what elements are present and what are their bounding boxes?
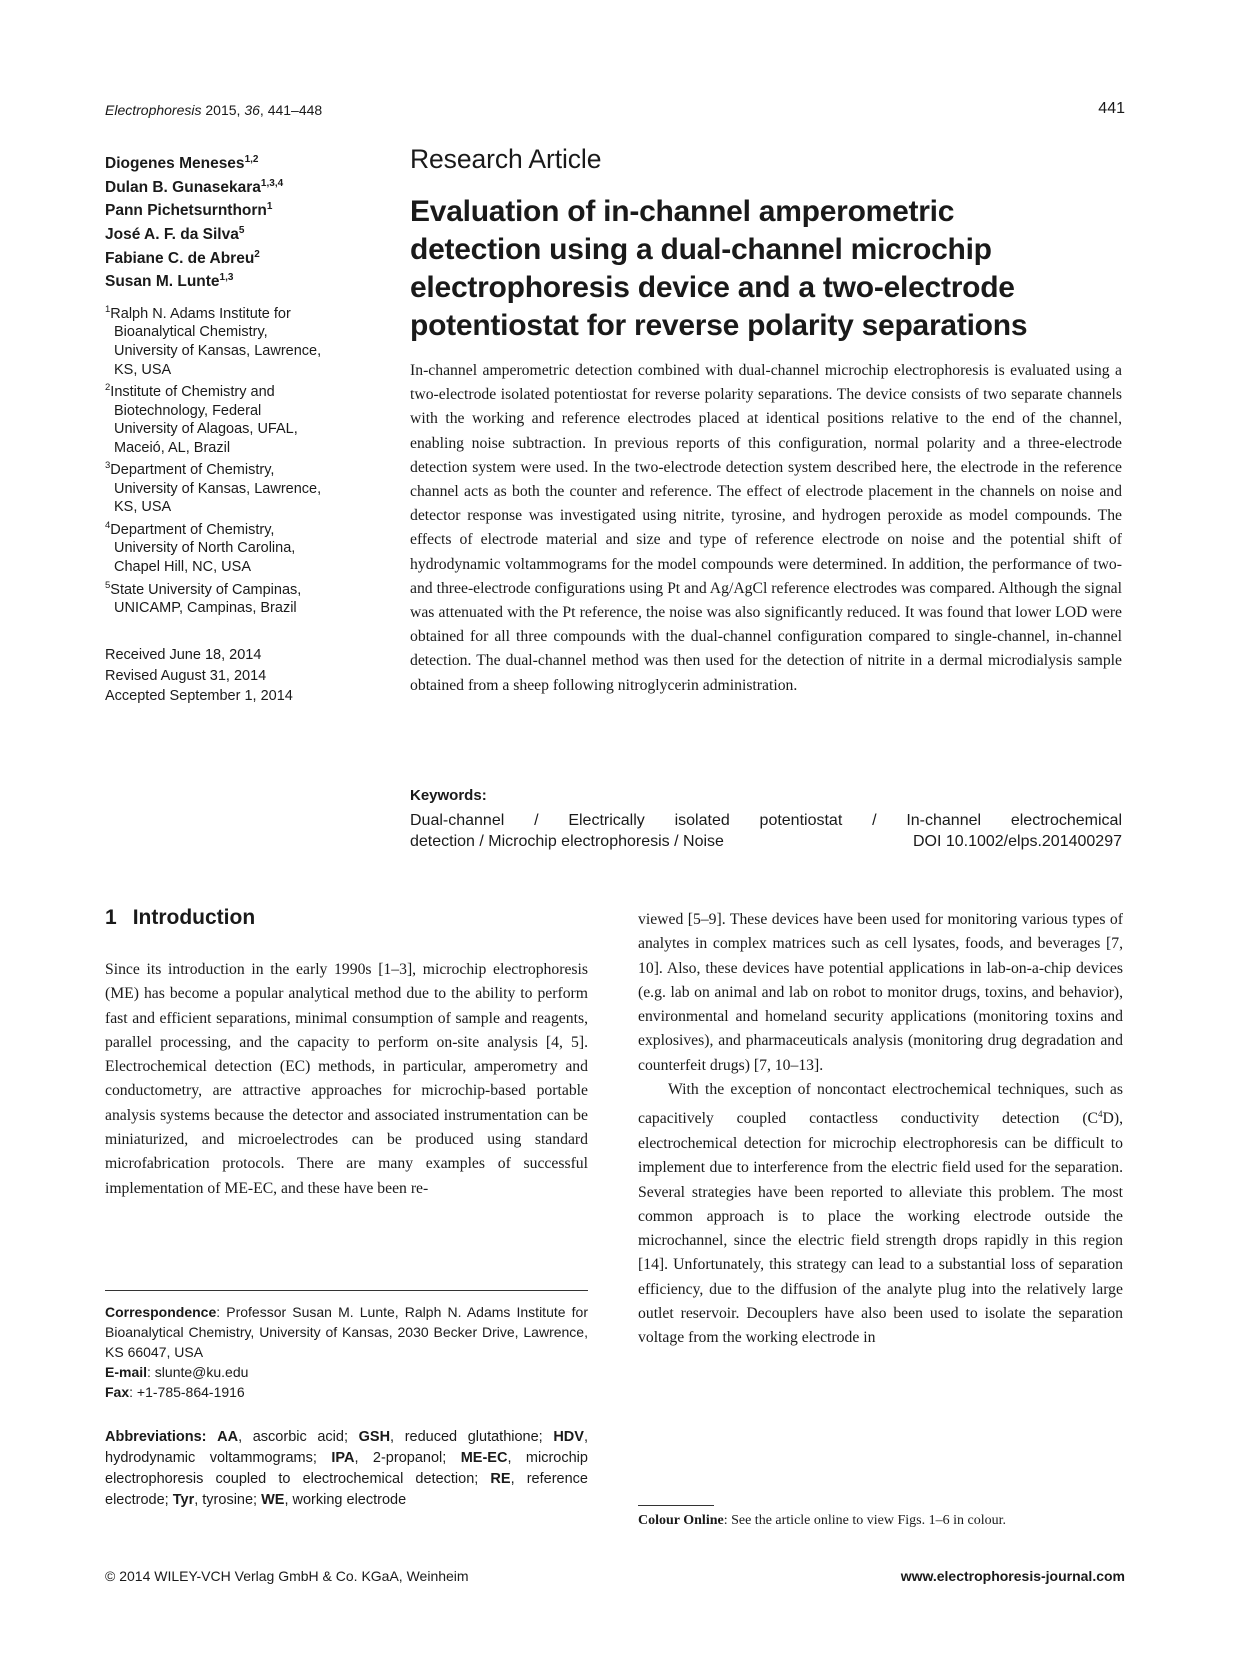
journal-year: 2015 [205,102,237,118]
affiliation-list [105,301,395,618]
affiliation: $^1$Ralph N. Adams Institute for Bioanalytical Chemistry, University of Kansas, Lawrence, KS, USA [105,304,322,378]
intro-paragraph: With the exception of noncontact electrochemical techniques, such as capacitively coupled contactless conductivity detection $(C^4D)$, electrochemical detection for microchip electrophoresis can be difficult to implement due to interference from the electric field used for the separation. Several strategies have been reported to alleviate this problem. The most common approach is to place the working electrode outside the microchannel, since the electric field strength drops rapidly in this region [14]. Unfortunately, this strategy can lead to a substantial loss of separation efficiency, due to the diffusion of the analyte plug into the relatively large outlet reservoir. Decouplers have also been used to isolate the separation voltage from the working electrode in [638,1081,1123,1347]
author: Susan M. Lunte$^{1,3}$ [105,272,234,291]
author-list [105,150,395,292]
keywords-label: Keywords: [410,787,487,804]
author: Fabiane C. de Abreu$^2$ [105,248,260,267]
affiliation: $^3$Department of Chemistry, University of Kansas, Lawrence, KS, USA [105,460,322,516]
revised-date: Revised August 31, 2014 [105,667,267,684]
intro-paragraph: viewed [5–9]. These devices have been used for monitoring various types of analytes in complex matrices such as cell lysates, foods, and beverages [7, 10]. Also, these devices have potential applications in lab-on-a-chip devices (e.g. lab on animal and lab on robot to monitor drugs, toxins, and behavior), environmental and homeland security applications (monitoring toxins and explosives), and pharmaceuticals analysis (monitoring drug degradation and counterfeit drugs) [7, 10–13]. [638,911,1123,1074]
correspondence: Correspondence: Professor Susan M. Lunte, Ralph N. Adams Institute for Bioanalytical Chemistry, University of Kansas, 2030 Becker Drive, Lawrence, KS 66047, USA E-mail: slunte@ku.edu Fax: +1-785-864-1916 [105,1304,588,1400]
article-title: Evaluation of in-channel amperometric detection using a dual-channel microchip electrophoresis device and a two-electrode potentiostat for reverse polarity separations [410,195,1028,342]
journal-name: Electrophoresis [105,102,202,118]
keywords [410,810,1122,852]
doi: DOI 10.1002/elps.201400297 [912,833,1122,850]
author: José A. F. da Silva$^5$ [105,224,245,244]
running-header [105,102,1125,124]
author: Dulan B. Gunasekara$^{1,3,4}$ [105,177,284,196]
footnote-divider [638,1505,714,1506]
abbreviations: Abbreviations: AA, ascorbic acid; GSH, reduced glutathione; HDV, hydrodynamic voltammograms; IPA, 2-propanol; ME-EC, microchip electrophoresis coupled to electrochemical detection; RE, reference electrode; Tyr, tyrosine; WE, working electrode [105,1429,588,1508]
affiliation: $^5$State University of Campinas, UNICAMP, Campinas, Brazil [105,579,302,617]
footnote-divider [105,1290,588,1291]
journal-citation: Electrophoresis 2015, 36, 441–448 [105,102,323,118]
keywords-line: detection / Microchip electrophoresis / Noise DOI 10.1002/elps.201400297 [410,833,1122,850]
intro-column-right [638,908,1123,1351]
affiliation: $^2$Institute of Chemistry and Biotechnology, Federal University of Alagoas, UFAL, Maceió, AL, Brazil [105,382,298,456]
page-number: 441 [1098,100,1125,117]
abstract: In-channel amperometric detection combined with dual-channel microchip electrophoresis is evaluated using a two-electrode isolated potentiostat for reverse polarity separations. The device consists of two separate channels with the working and reference electrodes placed at identical positions relative to the end of the channel, enabling noise subtraction. In previous reports of this configuration, normal polarity and a three-electrode detection system were used. In the two-electrode detection system described here, the electrode in the reference channel acts as both the counter and reference. The effect of electrode placement in the channels on noise and detector response was investigated using nitrite, tyrosine, and hydrogen peroxide as model compounds. The effects of electrode material and size and type of reference electrode on noise and the potential shift of hydrodynamic voltammograms for the model compounds were determined. In addition, the performance of two- and three-electrode configurations using Pt and Ag/AgCl reference electrodes was compared. Although the signal was attenuated with the Pt reference, the noise was also significantly reduced. It was found that lower LOD were obtained for all three compounds with the dual-channel configuration compared to single-channel, in-channel detection. The dual-channel method was then used for the detection of nitrite in a dermal microdialysis sample obtained from a sheep following nitroglycerin administration. [410,362,1122,694]
article-dates [105,645,395,707]
keywords-line: Dual-channel / Electrically isolated potentiostat / In-channel electrochemical [410,812,1122,829]
article-type: Research Article [410,144,602,174]
accepted-date: Accepted September 1, 2014 [105,688,293,705]
email-link[interactable]: : slunte@ku.edu [147,1364,249,1380]
author: Pann Pichetsurnthorn$^1$ [105,201,273,220]
journal-pages: 441–448 [267,102,323,118]
journal-website-link[interactable]: www.electrophoresis-journal.com [900,1568,1125,1584]
intro-paragraph-left: Since its introduction in the early 1990s [1–3], microchip electrophoresis (ME) has become a popular analytical method due to the ability to perform fast and efficient separations, minimal consumption of sample and reagents, parallel processing, and the capacity to perform on-site analysis [4, 5]. Electrochemical detection (EC) methods, in particular, amperometry and conductometry, are attractive approaches for microchip-based portable analysis systems because the detector and associated instrumentation can be miniaturized, and microelectrodes can be produced using standard microfabrication protocols. There are many examples of successful implementation of ME-EC, and these have been re- [105,961,588,1197]
colour-online-note: Colour Online: See the article online to view Figs. 1–6 in colour. [638,1513,1006,1528]
received-date: Received June 18, 2014 [105,647,262,663]
affiliation: $^4$Department of Chemistry, University of North Carolina, Chapel Hill, NC, USA [105,520,296,576]
copyright: © 2014 WILEY-VCH Verlag GmbH & Co. KGaA, Weinheim [105,1568,469,1584]
section-heading: 1 Introduction [105,906,256,929]
journal-volume: 36 [244,102,260,118]
author: Diogenes Meneses$^{1,2}$ [105,154,259,173]
